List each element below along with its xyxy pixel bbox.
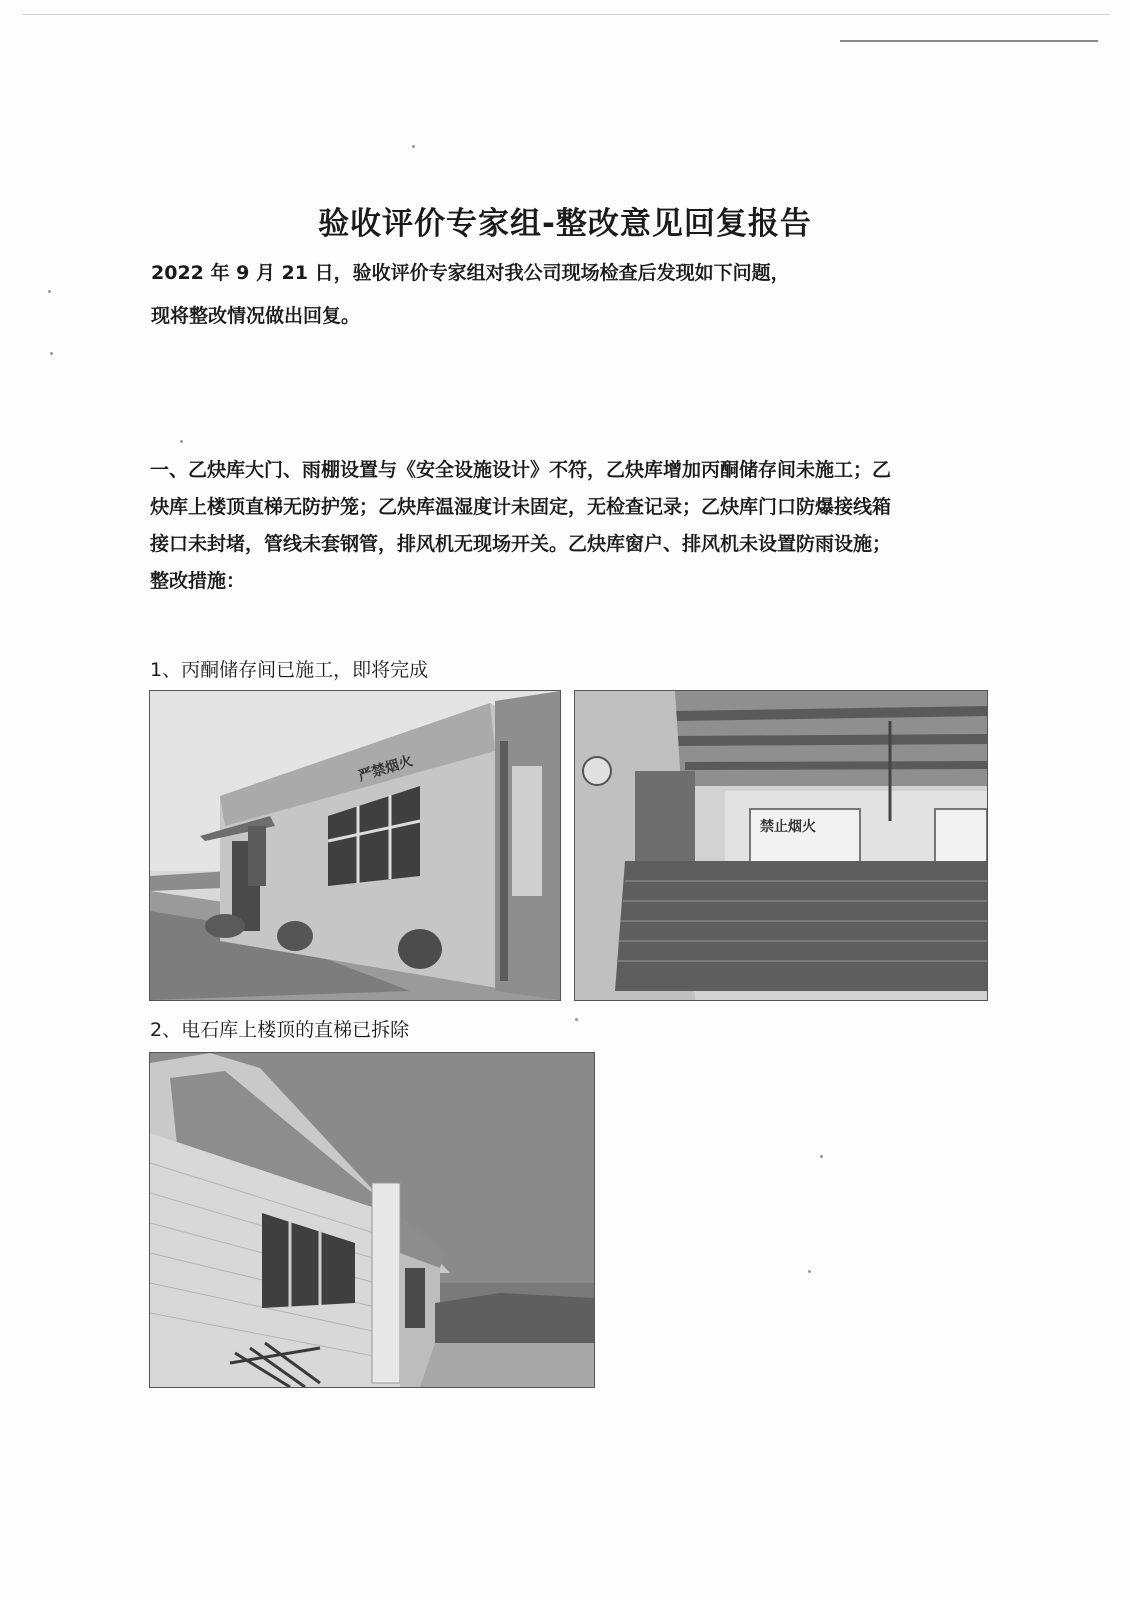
scan-speck	[48, 290, 51, 293]
scan-speck	[180, 440, 183, 443]
intro-paragraph	[151, 252, 971, 338]
intro-line: 现将整改情况做出回复。	[151, 305, 361, 327]
rectification-item: 2、电石库上楼顶的直梯已拆除	[150, 1019, 410, 1041]
issue-line: 一、乙炔库大门、雨棚设置与《安全设施设计》不符，乙炔库增加丙酮储存间未施工；乙	[150, 459, 892, 481]
issue-line: 整改措施：	[150, 570, 246, 592]
scan-artifact-line	[840, 40, 1098, 42]
issue-line: 接口未封堵，管线未套钢管，排风机无现场开关。乙炔库窗户、排风机未设置防雨设施；	[150, 533, 892, 555]
scan-speck	[50, 352, 53, 355]
rectification-item: 1、丙酮储存间已施工，即将完成	[150, 659, 429, 681]
document-title: 验收评价专家组-整改意见回复报告	[318, 206, 812, 242]
issue-paragraph	[150, 452, 970, 600]
scan-speck	[808, 1270, 811, 1273]
photo-ladder-removed	[149, 1052, 595, 1388]
photo-acetone-storage-exterior	[149, 690, 561, 1001]
scan-speck	[820, 1155, 823, 1158]
intro-line: 2022 年 9 月 21 日，验收评价专家组对我公司现场检查后发现如下问题，	[151, 262, 790, 284]
building-sign-text: 严禁烟火	[356, 753, 415, 785]
scan-speck	[412, 145, 415, 148]
issue-line: 炔库上楼顶直梯无防护笼；乙炔库温湿度计未固定，无检查记录；乙炔库门口防爆接线箱	[150, 496, 892, 518]
scan-speck	[575, 1018, 578, 1021]
scan-edge-line	[22, 14, 1110, 15]
room-sign-text: 禁止烟火	[760, 819, 816, 835]
photo-acetone-storage-interior	[574, 690, 988, 1001]
